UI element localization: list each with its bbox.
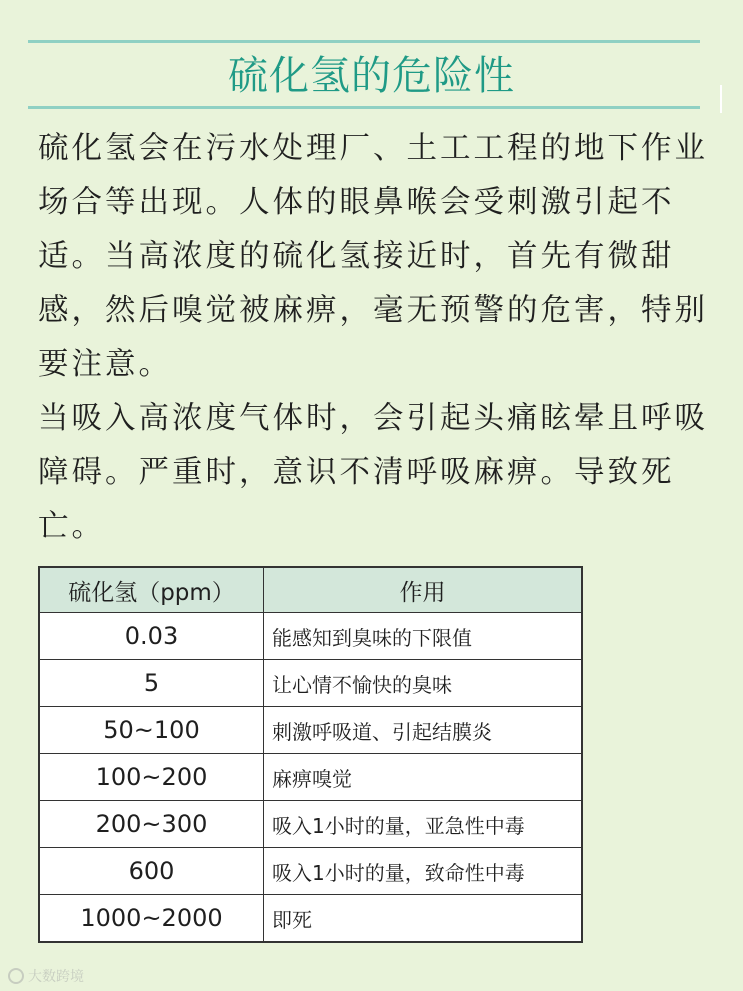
title-bottom-rule [28, 106, 700, 109]
watermark [8, 966, 84, 986]
concentration-cell: 50~100 [39, 707, 264, 754]
effect-cell: 能感知到臭味的下限值 [264, 613, 583, 660]
header-concentration: 硫化氢（ppm） [39, 567, 264, 613]
concentration-effects-table [38, 566, 583, 943]
paragraph-high-concentration: 当吸入高浓度气体时，会引起头痛眩晕且呼吸障碍。严重时，意识不清呼吸麻痹。导致死亡。 [38, 401, 708, 544]
table-row [39, 707, 582, 754]
effect-cell: 吸入1小时的量，致命性中毒 [264, 848, 583, 895]
concentration-cell: 100~200 [39, 754, 264, 801]
paragraph-intro: 硫化氢会在污水处理厂、土工工程的地下作业场合等出现。人体的眼鼻喉会受刺激引起不适。当高浓度的硫化氢接近时，首先有微甜感，然后嗅觉被麻痹，毫无预警的危害，特别要注意。 [38, 131, 708, 382]
body-text [38, 122, 710, 554]
table-row [39, 660, 582, 707]
title-top-rule [28, 40, 700, 43]
table-row [39, 801, 582, 848]
effect-cell: 麻痹嗅觉 [264, 754, 583, 801]
header-effect: 作用 [264, 567, 583, 613]
concentration-cell: 200~300 [39, 801, 264, 848]
effect-cell: 刺激呼吸道、引起结膜炎 [264, 707, 583, 754]
watermark-text: 大数跨境 [28, 969, 84, 985]
concentration-cell: 5 [39, 660, 264, 707]
edge-mark [720, 85, 722, 113]
effect-cell: 吸入1小时的量，亚急性中毒 [264, 801, 583, 848]
watermark-logo-icon [8, 968, 24, 984]
table-row [39, 895, 582, 943]
effect-cell: 即死 [264, 895, 583, 943]
table-row [39, 613, 582, 660]
page-title: 硫化氢的危险性 [228, 53, 515, 99]
table-row [39, 848, 582, 895]
table-header-row [39, 567, 582, 613]
concentration-cell: 600 [39, 848, 264, 895]
effect-cell: 让心情不愉快的臭味 [264, 660, 583, 707]
concentration-cell: 1000~2000 [39, 895, 264, 943]
concentration-cell: 0.03 [39, 613, 264, 660]
table-row [39, 754, 582, 801]
